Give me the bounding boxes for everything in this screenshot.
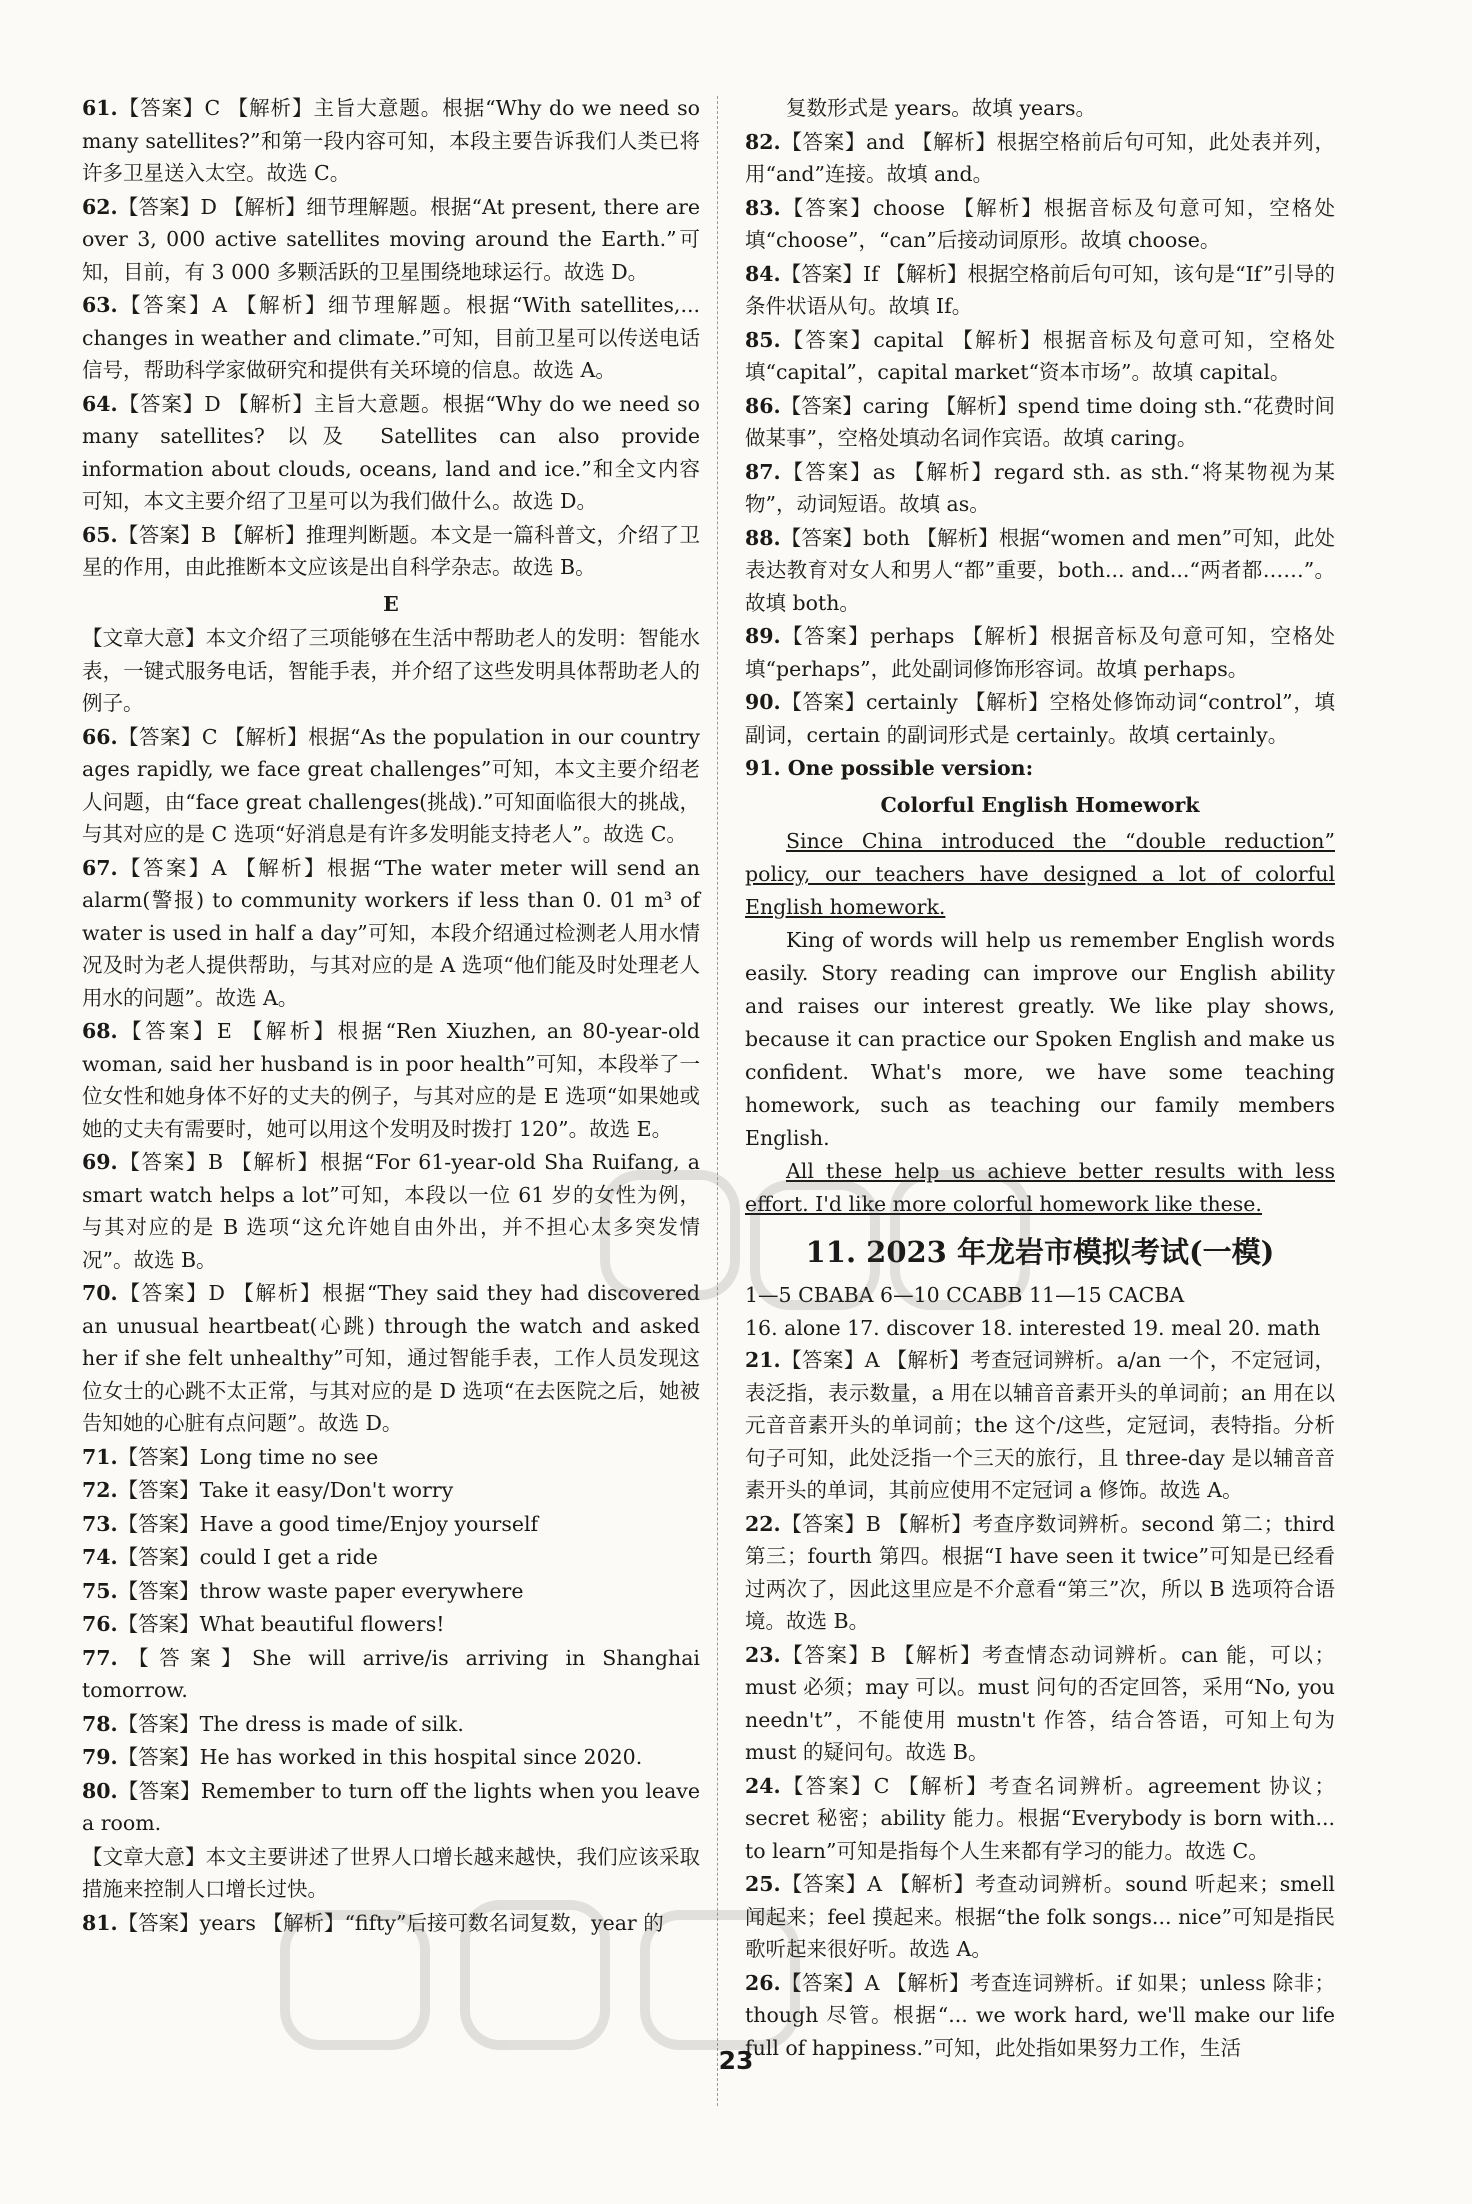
answer-entry	[82, 92, 700, 190]
answer-text: 【答案】B 【解析】考查序数词辨析。second 第二；third 第三；fourth 第四。根据“I have seen it twice”可知是已经看过两次了，因此这里应是不介意看“第三”次，所以 B 选项符合语境。故选 B。	[745, 1511, 1335, 1633]
answer-number: 82.	[745, 129, 781, 154]
answer-entry	[82, 1642, 700, 1707]
answer-entry	[82, 1741, 700, 1774]
essay-paragraph-2: King of words will help us remember English words easily. Story reading can improve our English ability and raises our interest greatly. We like play shows, because it can practice our Spoken English and make us confident. What's more, we have some teaching homework, such as teaching our family members English.	[745, 928, 1335, 1150]
answer-entry	[82, 1608, 700, 1641]
answer-entry	[82, 388, 700, 518]
answer-text: 【答案】C 【解析】主旨大意题。根据“Why do we need so many satellites?”和第一段内容可知，本段主要告诉我们人类已将许多卫星送入太空。故选 C。	[82, 96, 700, 185]
answer-number: 81.	[82, 1910, 118, 1935]
answer-number: 24.	[745, 1773, 781, 1798]
answer-text: 【答案】B 【解析】考查情态动词辨析。can 能，可以；must 必须；may 可以。must 问句的否定回答，采用“No, you needn't”，不能使用 mustn't 作答，结合答语，可知上句为 must 的疑问句。故选 B。	[745, 1642, 1335, 1764]
answer-text: 【答案】Long time no see	[117, 1444, 379, 1469]
answer-text: 【答案】C 【解析】根据“As the population in our country ages rapidly, we face great challenges”可知，本文主要介绍老人问题，由“face great challenges(挑战).”可知面临很大的挑战，与其对应的是 C 选项“好消息是有许多发明能支持老人”。故选 C。	[82, 724, 700, 846]
answer-text: 【答案】E 【解析】根据“Ren Xiuzhen, an 80-year-old woman, said her husband is in poor health”可知，本段举了一位女性和她身体不好的丈夫的例子，与其对应的是 E 选项“如果她或她的丈夫有需要时，她可以用这个发明及时拨打 120”。故选 E。	[82, 1019, 700, 1141]
answer-number: 75.	[82, 1578, 118, 1603]
answer-text: 【答案】years 【解析】“fifty”后接可数名词复数，year 的	[117, 1910, 664, 1935]
model-essay	[745, 789, 1335, 1222]
answer-number: 90.	[745, 690, 781, 714]
left-column	[82, 92, 700, 1940]
answer-entry	[82, 191, 700, 289]
answer-text: 【答案】A 【解析】考查动词辨析。sound 听起来；smell 闻起来；feel 摸起来。根据“the folk songs... nice”可知是指民歌听起来很好听。故选 A。	[745, 1872, 1335, 1961]
answers-61-65	[82, 92, 700, 584]
answer-entry	[745, 1508, 1335, 1638]
answer-text: 【答案】The dress is made of silk.	[117, 1711, 464, 1736]
answer-number: 83.	[745, 195, 781, 220]
answer-text: 【答案】C 【解析】考查名词辨析。agreement 协议；secret 秘密；ability 能力。根据“Everybody is born with... to learn”可知是指每个人生来都有学习的能力。故选 C。	[745, 1773, 1335, 1863]
answer-entry	[82, 1146, 700, 1276]
answer-entry	[82, 289, 700, 387]
answer-number: 25.	[745, 1872, 781, 1896]
answer-row-16-20: 16. alone 17. discover 18. interested 19. meal 20. math	[745, 1315, 1321, 1340]
answer-number: 26.	[745, 1970, 781, 1995]
answer-number: 70.	[82, 1281, 118, 1305]
answer-number: 62.	[82, 194, 118, 219]
answer-text: 【答案】She will arrive/is arriving in Shanghai tomorrow.	[82, 1645, 700, 1702]
answer-number: 85.	[745, 327, 781, 352]
answer-text: 【答案】both 【解析】根据“women and men”可知，此处表达教育对女人和男人“都”重要，both... and...“两者都……”。故填 both。	[745, 525, 1335, 615]
answer-number: 89.	[745, 624, 781, 648]
answer-number: 67.	[82, 855, 118, 880]
answer-entry	[82, 1474, 700, 1507]
answer-number: 69.	[82, 1150, 118, 1174]
answer-entry	[745, 192, 1335, 257]
answer-entry	[745, 522, 1335, 620]
section-heading-e: E	[383, 591, 399, 616]
answer-entry	[82, 1575, 700, 1608]
answer-text: 【答案】What beautiful flowers!	[117, 1612, 445, 1636]
answer-entry	[82, 519, 700, 584]
answer-text: 【答案】throw waste paper everywhere	[117, 1578, 524, 1603]
answer-text: 【答案】choose 【解析】根据音标及句意可知，空格处填“choose”，“can”后接动词原形。故填 choose。	[745, 195, 1335, 252]
essay-paragraph-3: All these help us achieve better results with less effort. I'd like more colorful homework like these.	[745, 1159, 1335, 1216]
answer-text: 【答案】perhaps 【解析】根据音标及句意可知，空格处填“perhaps”，此处副词修饰形容词。故填 perhaps。	[745, 624, 1335, 681]
answer-entry	[745, 1868, 1335, 1966]
page-number: 23	[718, 2046, 754, 2075]
answer-text: 【答案】Remember to turn off the lights when you leave a room.	[82, 1778, 700, 1835]
answer-entry	[745, 1639, 1335, 1769]
answer-entry	[82, 1015, 700, 1145]
answer-entry	[82, 1541, 700, 1574]
answer-text: 【答案】Have a good time/Enjoy yourself	[117, 1511, 539, 1536]
answer-number: 84.	[745, 261, 781, 286]
answer-number: 21.	[745, 1348, 781, 1372]
answer-number: 73.	[82, 1511, 118, 1536]
answer-text: 【答案】A 【解析】细节理解题。根据“With satellites,... changes in weather and climate.”可知，目前卫星可以传送电话信号，帮助科学家做研究和提供有关环境的信息。故选 A。	[82, 293, 700, 382]
answer-number: 63.	[82, 293, 118, 317]
answer-entry	[82, 1441, 700, 1474]
essay-paragraph-1: Since China introduced the “double reduction” policy, our teachers have designed a lot of colorful English homework.	[745, 829, 1335, 919]
answer-number: 65.	[82, 522, 118, 547]
answer-number: 86.	[745, 393, 781, 418]
answer-entry	[82, 1775, 700, 1840]
answer-entry	[745, 456, 1335, 521]
answer-text: 【答案】If 【解析】根据空格前后句可知，该句是“If”引导的条件状语从句。故填 If。	[745, 261, 1335, 318]
answers-21-26	[745, 1344, 1335, 2064]
answer-text: 【答案】D 【解析】根据“They said they had discovered an unusual heartbeat(心跳) through the watch and asked her if she felt unhealthy”可知，通过智能手表，工作人员发现这位女士的心跳不太正常，与其对应的是 D 选项“在去医院之后，她被告知她的心脏有点问题”。故选 D。	[82, 1281, 700, 1435]
answer-entry	[745, 686, 1335, 751]
answer-text: 【答案】He has worked in this hospital since 2020.	[117, 1745, 643, 1769]
answer-entry	[82, 852, 700, 1015]
answer-entry	[745, 620, 1335, 685]
possible-version-label: 91. One possible version:	[745, 756, 1034, 780]
answer-entry	[82, 1508, 700, 1541]
answer-number: 87.	[745, 459, 781, 484]
answer-text: 【答案】B 【解析】根据“For 61-year-old Sha Ruifang, a smart watch helps a lot”可知，本段以一位 61 岁的女性为例，与其对应的是 B 选项“这允许她自由外出，并不担心太多突发情况”。故选 B。	[82, 1150, 700, 1272]
answer-number: 79.	[82, 1745, 118, 1769]
answer-text: 【答案】Take it easy/Don't worry	[117, 1478, 454, 1502]
answer-number: 68.	[82, 1019, 118, 1043]
answer-entry	[745, 258, 1335, 323]
answer-number: 74.	[82, 1545, 118, 1569]
answer-entry	[745, 324, 1335, 389]
column-divider	[717, 96, 718, 2106]
answers-66-80	[82, 721, 700, 1840]
answer-entry	[745, 126, 1335, 191]
answer-text: 【答案】and 【解析】根据空格前后句可知，此处表并列，用“and”连接。故填 and。	[745, 129, 1335, 186]
answer-number: 78.	[82, 1711, 118, 1736]
right-column	[745, 92, 1335, 2065]
answer-text: 【答案】capital 【解析】根据音标及句意可知，空格处填“capital”，capital market“资本市场”。故填 capital。	[745, 327, 1335, 384]
answer-number: 71.	[82, 1444, 118, 1469]
answer-row-1-15: 1—5 CBABA 6—10 CCABB 11—15 CACBA	[745, 1283, 1185, 1307]
answer-text: 【答案】certainly 【解析】空格处修饰动词“control”，填副词，certain 的副词形式是 certainly。故填 certainly。	[745, 690, 1335, 747]
answer-number: 80.	[82, 1778, 118, 1803]
answer-text: 【答案】caring 【解析】spend time doing sth.“花费时间做某事”，空格处填动名词作宾语。故填 caring。	[745, 393, 1335, 450]
essay-title: Colorful English Homework	[880, 792, 1200, 817]
answer-text: 【答案】as 【解析】regard sth. as sth.“将某物视为某物”，动词短语。故填 as。	[745, 459, 1335, 516]
answer-text: 【答案】A 【解析】考查冠词辨析。a/an 一个，不定冠词，表泛指，表示数量，a 用在以辅音音素开头的单词前；an 用在以元音音素开头的单词前；the 这个/这些，定冠词，表特指。分析句子可知，此处泛指一个三天的旅行，且 three-day 是以辅音音素开头的单词，其前应使用不定冠词 a 修饰。故选 A。	[745, 1348, 1335, 1502]
answers-82-90	[745, 126, 1335, 752]
answer-number: 23.	[745, 1642, 781, 1667]
answer-entry	[745, 1770, 1335, 1868]
answer-number: 22.	[745, 1511, 781, 1536]
answer-entry	[745, 1344, 1335, 1507]
answer-entry	[82, 1277, 700, 1440]
answer-text: 【答案】A 【解析】根据“The water meter will send an alarm(警报) to community workers if less than 0. 01 m³ of water is used in half a day”可知，本段介绍通过检测老人用水情况及时为老人提供帮助，与其对应的是 A 选项“他们能及时处理老人用水的问题”。故选 A。	[82, 855, 700, 1010]
answer-entry	[745, 390, 1335, 455]
answer-number: 77.	[82, 1645, 118, 1670]
answer-number: 64.	[82, 391, 118, 416]
answer-text: 【答案】A 【解析】考查连词辨析。if 如果；unless 除非；though 尽管。根据“... we work hard, we'll make our life full of happiness.”可知，此处指如果努力工作，生活	[745, 1970, 1335, 2060]
answer-number: 61.	[82, 96, 118, 120]
answer-entry	[82, 721, 700, 851]
answer-text: 【答案】D 【解析】细节理解题。根据“At present, there are over 3, 000 active satellites moving around the Earth.”可知，目前，有 3 000 多颗活跃的卫星围绕地球运行。故选 D。	[82, 194, 700, 284]
article-summary-e: 【文章大意】本文介绍了三项能够在生活中帮助老人的发明：智能水表，一键式服务电话，智能手表，并介绍了这些发明具体帮助老人的例子。	[82, 626, 700, 715]
answer-number: 66.	[82, 724, 118, 749]
exam-title: 11. 2023 年龙岩市模拟考试(一模)	[805, 1235, 1275, 1269]
article-summary-f: 【文章大意】本文主要讲述了世界人口增长越来越快，我们应该采取措施来控制人口增长过快。	[82, 1844, 700, 1901]
answer-number: 72.	[82, 1478, 118, 1502]
answer-text: 【答案】B 【解析】推理判断题。本文是一篇科普文，介绍了卫星的作用，由此推断本文应该是出自科学杂志。故选 B。	[82, 522, 700, 579]
answer-text: 【答案】D 【解析】主旨大意题。根据“Why do we need so many satellites? 以及 Satellites can also provide information about clouds, oceans, land and ice.”和全文内容可知，本文主要介绍了卫星可以为我们做什么。故选 D。	[82, 391, 700, 513]
answer-entry	[82, 1708, 700, 1741]
answer-81	[82, 1907, 700, 1940]
answer-number: 88.	[745, 525, 781, 550]
answer-number: 76.	[82, 1612, 118, 1636]
answer-text: 【答案】could I get a ride	[117, 1545, 378, 1569]
answer-81-continuation: 复数形式是 years。故填 years。	[786, 96, 1097, 120]
